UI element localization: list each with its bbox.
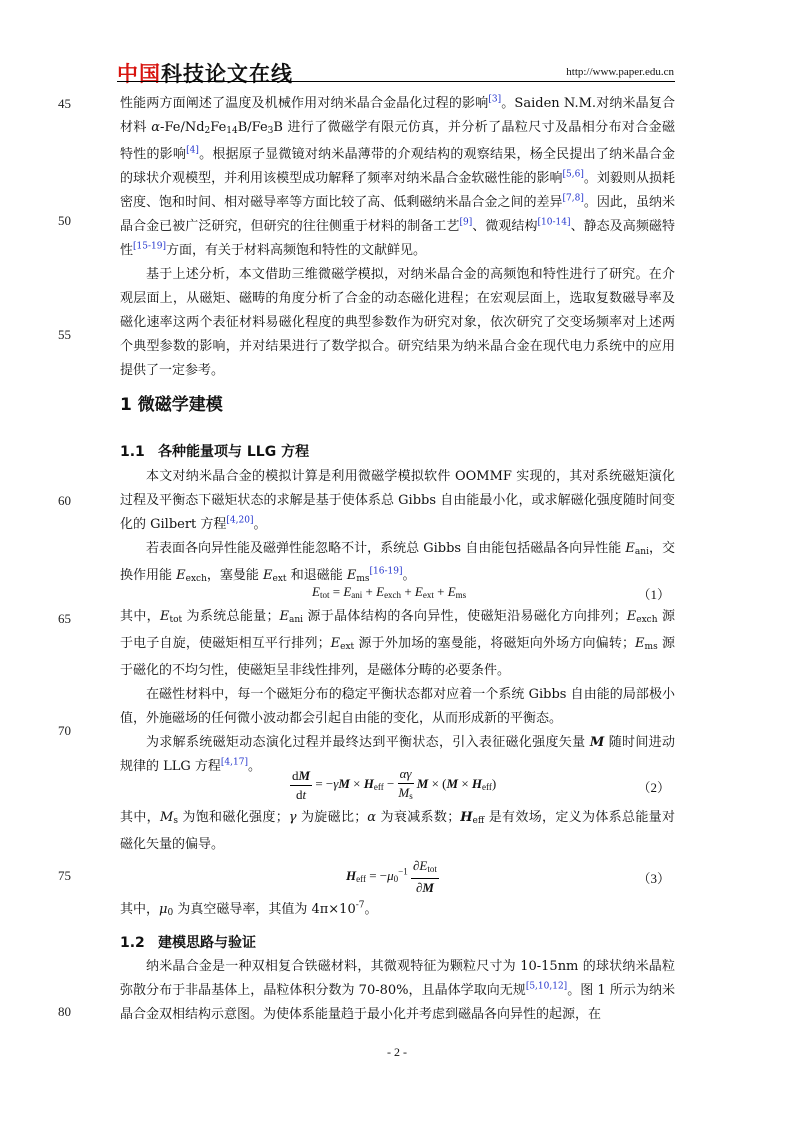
site-logo: 中国科技论文在线 — [117, 62, 293, 86]
equation-1-number: （1） — [637, 587, 670, 602]
line-number: 60 — [58, 493, 71, 508]
line-number: 45 — [58, 96, 71, 111]
equation-3-number: （3） — [637, 871, 670, 886]
site-url: http://www.paper.edu.cn — [566, 66, 674, 78]
line-number: 75 — [58, 868, 71, 883]
llg-params-paragraph: 其中，$M_s$ 为饱和磁化强度；γ 为旋磁比；α 为衰减系数；$H_{eff}$ 是有效场，定义为体系总能量对磁化矢量的偏导。 — [120, 810, 675, 852]
section-1-2-title: 1.2 建模思路与验证 — [120, 935, 256, 951]
equation-1: $E_{tot} = E_{ani} + E_{exch} + E_{ext} + E_{ms}$ — [312, 584, 467, 600]
line-number: 80 — [58, 1004, 71, 1019]
energy-terms-paragraph: 其中，$E_{tot}$ 为系统总能量；$E_{ani}$ 源于晶体结构的各向异性，使磁矩沿易磁化方向排列；$E_{exch}$ 源于电子自旋，使磁矩相互平行排列；$E_{ext}$ 源于外加场的塞曼能，将磁矩向外场方向偏转；$E_{ms}$ 源于磁化的不均匀性，使磁矩呈非线性排列，是磁体分畴的必要条件。 在磁性材料中，每一个磁矩分布的稳定平衡状态都对应着一个系统 Gibbs 自由能的局部极小值，外施磁场的任何微小波动都会引起自由能的变化，从而形成新的平衡态。 为求解系统磁矩动态演化过程并最终达到平衡状态，引入表征磁化强度矢量 M 随时间进动规律的 LLG 方程[4,17]。 — [120, 609, 675, 774]
equation-3: $H_{eff} = -\mu_0^{-1}$ $\frac{\partial E_{tot}}{\partial M}$ — [346, 858, 437, 895]
page-number: - 2 - — [387, 1045, 407, 1059]
intro-paragraph: 性能两方面阐述了温度及机械作用对纳米晶合金晶化过程的影响[3]。Saiden N.M.对纳米晶复合材料 $\alpha-Fe/Nd_2Fe_{14}B/Fe_3B$ 进行了微磁学有限元仿真，并分析了晶粒尺寸及晶相分布对合金磁特性的影响[4]。根据原子显微镜对纳米晶薄带的介观结构的观察结果，杨全民提出了纳米晶合金的球状介观模型，并利用该模型成功解释了频率对纳米晶合金软磁性能的影响[5,6]。刘毅则从损耗密度、饱和时间、相对磁导率等方面比较了高、低剩磁纳米晶合金之间的差异[7,8]。因此，虽纳米晶合金已被广泛研究，但研究的往往侧重于材料的制备工艺[9]、微观结构[10-14]、静态及高频磁特性[15-19]方面，有关于材料高频饱和特性的文献鲜见。 基于上述分析，本文借助三维微磁学模拟，对纳米晶合金的高频饱和特性进行了研究。在介观层面上，从磁矩、磁畴的角度分析了合金的动态磁化进程；在宏观层面上，选取复数磁导率及磁化速率这两个表征材料易磁化程度的典型参数作为研究对象，依次研究了交变场频率对上述两个典型参数的影响，并对结果进行了数学拟合。研究结果为纳米晶合金在现代电力系统中的应用提供了一定参考。 — [120, 94, 675, 378]
section-1-1-title: 1.1 各种能量项与 LLG 方程 — [120, 444, 310, 460]
section-1-title: 1 微磁学建模 — [120, 395, 223, 415]
line-number: 65 — [58, 611, 71, 626]
line-number: 50 — [58, 213, 71, 228]
mu0-paragraph: 其中，$\mu_0$ 为真空磁导率，其值为 $4\pi\times 10^{-7}$。 — [120, 900, 378, 918]
equation-2: $\frac{dM}{dt}$ = $-\gamma M \times H_{eff}$ − $\frac{\alpha\gamma}{M_s}$ $M \times (M \times H_{eff})$ — [292, 766, 497, 802]
line-number: 70 — [58, 723, 71, 738]
modeling-paragraph: 纳米晶合金是一种双相复合铁磁材料，其微观特征为颗粒尺寸为 10-15nm 的球状纳米晶粒弥散分布于非晶基体上，晶粒体积分数为 70-80%，且晶体学取向无规[5,10,12]。图 1 所示为纳米晶合金双相结构示意图。为使体系能量趋于最小化并考虑到磁晶各向异性的起源，在 — [120, 959, 675, 1022]
line-number: 55 — [58, 327, 71, 342]
llg-intro-paragraph: 本文对纳米晶合金的模拟计算是利用微磁学模拟软件 OOMMF 实现的，其对系统磁矩演化过程及平衡态下磁矩状态的求解是基于使体系总 Gibbs 自由能最小化，或求解磁化强度随时间变化的 Gilbert 方程[4,20]。 若表面各向异性能及磁弹性能忽略不计，系统总 Gibbs 自由能包括磁晶各向异性能 $E_{ani}$，交换作用能 $E_{exch}$，塞曼能 $E_{ext}$ 和退磁能 $E_{ms}[16-19]$。 — [120, 469, 675, 584]
header-rule — [117, 81, 675, 82]
equation-2-number: （2） — [637, 780, 670, 795]
